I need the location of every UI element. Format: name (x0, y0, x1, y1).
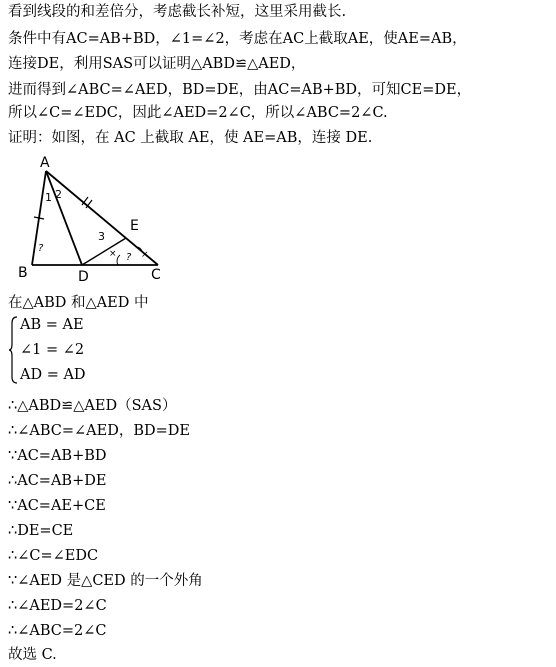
triangle-figure (8, 155, 178, 285)
intro-line-2: 条件中有AC=AB+BD，∠1=∠2，考虑在AC上截取AE，使AE=AB， (8, 31, 467, 47)
step-9: ∴∠AED=2∠C (8, 598, 107, 614)
intro-line-3: 连接DE，利用SAS可以证明△ABD≌△AED， (8, 56, 306, 72)
brace-icon (8, 315, 18, 385)
angle-arc-edc (117, 255, 120, 265)
system-line-1: AB = AE (20, 317, 84, 333)
label-e: E (130, 218, 139, 234)
step-1: ∴△ABD≌△AED（SAS） (8, 398, 177, 414)
proof-statement: 证明：如图，在 AC 上截取 AE，使 AE=AB，连接 DE. (8, 130, 373, 146)
angle-label-3: 3 (98, 230, 105, 243)
step-4: ∴AC=AB+DE (8, 473, 107, 489)
step-5: ∵AC=AE+CE (8, 498, 106, 514)
intro-line-5: 所以∠C=∠EDC，因此∠AED=2∠C，所以∠ABC=2∠C. (8, 105, 388, 121)
label-c: C (151, 267, 161, 283)
cross-de: × (109, 249, 117, 259)
step-2: ∴∠ABC=∠AED，BD=DE (8, 423, 190, 439)
system-line-3: AD = AD (20, 367, 86, 383)
step-10: ∴∠ABC=2∠C (8, 623, 107, 639)
cross-ec: × (141, 250, 149, 260)
step-6: ∴DE=CE (8, 523, 74, 539)
label-b: B (18, 265, 28, 281)
angle-label-1: 1 (45, 191, 52, 204)
step-8: ∵∠AED 是△CED 的一个外角 (8, 573, 203, 589)
answer-line: 故选 C. (8, 647, 57, 663)
step-7: ∴∠C=∠EDC (8, 548, 99, 564)
angle-label-2: 2 (55, 188, 62, 201)
label-d: D (78, 269, 89, 285)
label-a: A (40, 155, 50, 171)
angle-mark-c: ? (126, 252, 132, 263)
intro-line-4: 进而得到∠ABC=∠AED，BD=DE，由AC=AB+BD，可知CE=DE， (8, 82, 472, 98)
intro-line-1: 看到线段的和差倍分，考虑截长补短，这里采用截长. (8, 4, 347, 20)
step-3: ∵AC=AB+BD (8, 448, 107, 464)
system-line-2: ∠1 = ∠2 (20, 342, 85, 358)
proof-intro: 在△ABD 和△AED 中 (8, 295, 149, 311)
angle-mark-b: ? (38, 243, 44, 254)
